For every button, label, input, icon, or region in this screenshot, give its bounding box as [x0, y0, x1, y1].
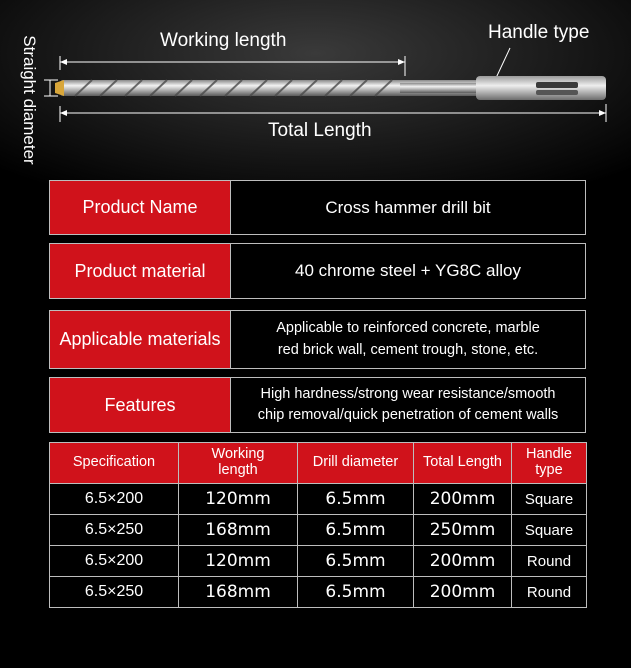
table-row [50, 515, 587, 546]
table-cell: 6.5×250 [50, 577, 179, 608]
info-value: Cross hammer drill bit [325, 197, 491, 217]
info-row-features [49, 377, 586, 433]
table-cell: 200mm [414, 577, 512, 608]
table-cell: 120mm [179, 484, 298, 515]
info-label: Applicable materials [50, 311, 231, 368]
table-cell: 6.5×200 [50, 484, 179, 515]
header-total-length: Total Length [414, 443, 512, 484]
table-cell: 6.5mm [298, 515, 414, 546]
table-cell: 200mm [414, 546, 512, 577]
handle-type-pointer [496, 48, 510, 78]
table-cell: 6.5mm [298, 546, 414, 577]
table-row [50, 484, 587, 515]
info-row-applicable-materials [49, 310, 586, 369]
specification-table [49, 442, 587, 608]
info-row-product-name [49, 180, 586, 235]
table-cell: Square [512, 515, 587, 546]
header-drill-diameter: Drill diameter [298, 443, 414, 484]
table-cell: 168mm [179, 577, 298, 608]
table-cell: 6.5×200 [50, 546, 179, 577]
handle-type-label: Handle type [488, 22, 590, 43]
header-working-length: Working length [179, 443, 298, 484]
info-value-line: High hardness/strong wear resistance/smooth [260, 385, 556, 402]
table-row [50, 577, 587, 608]
info-value: 40 chrome steel + YG8C alloy [295, 261, 521, 280]
info-value [231, 378, 585, 432]
table-cell: 6.5mm [298, 484, 414, 515]
info-value-line: chip removal/quick penetration of cement walls [257, 407, 559, 423]
table-cell: 120mm [179, 546, 298, 577]
table-cell: 250mm [414, 515, 512, 546]
table-cell: Round [512, 577, 587, 608]
working-length-label: Working length [160, 30, 287, 51]
table-header-row [50, 443, 587, 484]
info-value [231, 311, 585, 368]
info-label: Features [50, 378, 231, 432]
header-handle-type: Handle type [512, 443, 587, 484]
table-cell: Round [512, 546, 587, 577]
info-value-line: red brick wall, cement trough, stone, etc. [277, 341, 539, 358]
drill-bit-image [55, 76, 606, 100]
info-value-line: Applicable to reinforced concrete, marble [276, 320, 540, 337]
info-row-product-material [49, 243, 586, 299]
table-cell: 6.5mm [298, 577, 414, 608]
straight-diameter-label: Straight diameter [20, 35, 39, 165]
info-label: Product material [50, 244, 231, 298]
table-cell: 6.5×250 [50, 515, 179, 546]
info-label: Product Name [50, 181, 231, 234]
table-cell: 168mm [179, 515, 298, 546]
table-cell: Square [512, 484, 587, 515]
table-cell: 200mm [414, 484, 512, 515]
header-specification: Specification [50, 443, 179, 484]
working-length-dimension [60, 56, 405, 76]
table-row [50, 546, 587, 577]
total-length-label: Total Length [268, 120, 372, 141]
